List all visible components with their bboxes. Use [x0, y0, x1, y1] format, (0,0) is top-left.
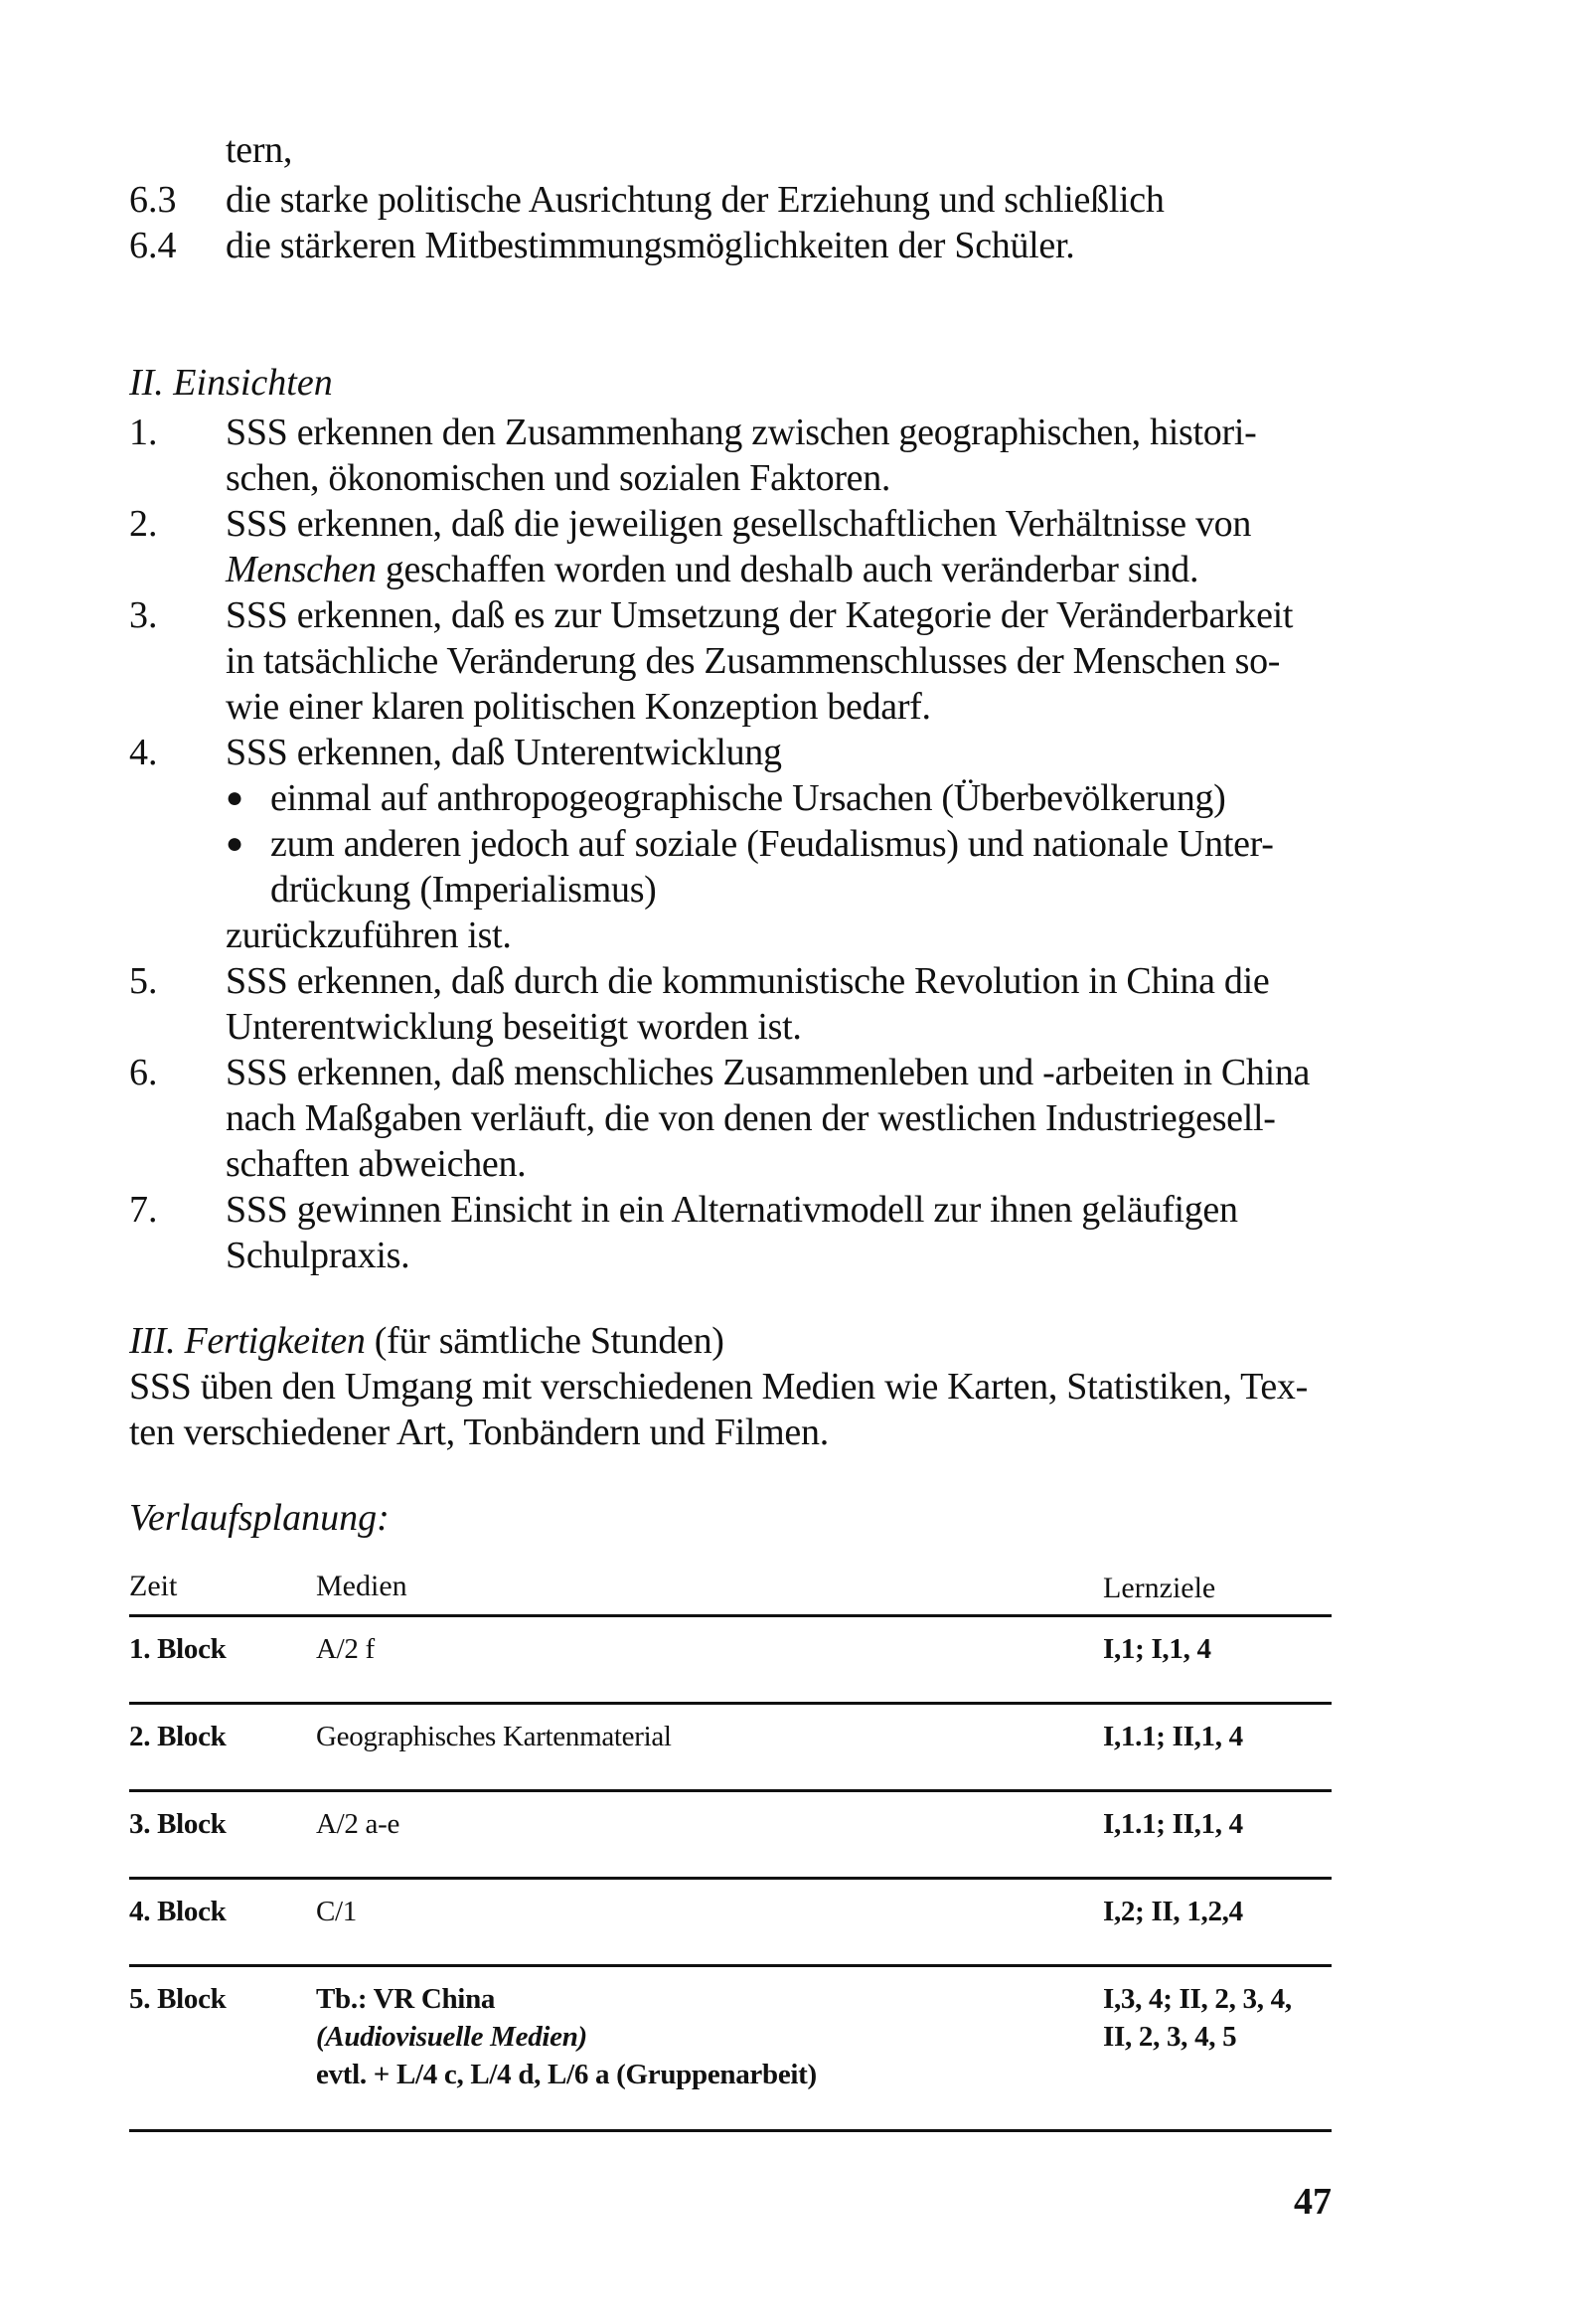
item-text: SSS erkennen den Zusammenhang zwischen geographischen, histori-: [226, 412, 1257, 453]
cell-medien: C/1: [316, 1896, 357, 1927]
bullet-text: drückung (Imperialismus): [270, 869, 657, 911]
table-rule: [129, 2129, 1332, 2132]
table-rule: [129, 1789, 1332, 1792]
cell-lernziele: I,2; II, 1,2,4: [1103, 1896, 1243, 1927]
item-text-rest: geschaffen worden und deshalb auch veränderbar sind.: [376, 549, 1199, 590]
cell-zeit: 2. Block: [129, 1721, 227, 1752]
cell-medien: A/2 a-e: [316, 1808, 400, 1840]
item-text: [226, 547, 1198, 592]
item-text: in tatsächliche Veränderung des Zusammenschlusses der Menschen so-: [226, 640, 1281, 682]
page-number: 47: [1294, 2181, 1332, 2223]
item-text: SSS erkennen, daß menschliches Zusammenleben und -arbeiten in China: [226, 1052, 1311, 1093]
item-text: SSS gewinnen Einsicht in ein Alternativmodell zur ihnen geläufigen: [226, 1189, 1238, 1231]
table-rule: [129, 1877, 1332, 1880]
item-number: 1.: [129, 412, 158, 453]
table-rule: [129, 1702, 1332, 1705]
item-text: Schulpraxis.: [226, 1235, 410, 1276]
item-number: 6.3: [129, 179, 177, 221]
item-text: nach Maßgaben verläuft, die von denen der westlichen Industriegesell-: [226, 1097, 1276, 1139]
cell-medien: Tb.: VR China: [316, 1983, 496, 2015]
cell-medien: Geographisches Kartenmaterial: [316, 1721, 672, 1752]
column-header-zeit: Zeit: [129, 1570, 178, 1602]
table-rule: [129, 1614, 1332, 1617]
cell-lernziele: I,1.1; II,1, 4: [1103, 1808, 1243, 1840]
item-number: 2.: [129, 503, 158, 545]
cell-medien: A/2 f: [316, 1633, 375, 1665]
cell-zeit: 4. Block: [129, 1896, 227, 1927]
paragraph-text: ten verschiedener Art, Tonbändern und Filmen.: [129, 1411, 829, 1453]
cell-medien: evtl. + L/4 c, L/4 d, L/6 a (Gruppenarbeit): [316, 2059, 817, 2090]
section-heading-label: III. Fertigkeiten: [129, 1320, 366, 1362]
bullet-icon: ●: [226, 781, 244, 814]
continued-line: tern,: [226, 129, 293, 171]
cell-lernziele: II, 2, 3, 4, 5: [1103, 2021, 1237, 2053]
item-text: SSS erkennen, daß durch die kommunistische Revolution in China die: [226, 960, 1270, 1002]
bullet-icon: ●: [226, 827, 244, 860]
cell-zeit: 1. Block: [129, 1633, 227, 1665]
emphasis-text: Menschen: [226, 549, 377, 590]
bullet-text: einmal auf anthropogeographische Ursachen (Überbevölkerung): [270, 777, 1226, 819]
section-heading-suffix: (für sämtliche Stunden): [365, 1320, 724, 1362]
item-text: die stärkeren Mitbestimmungsmöglichkeiten der Schüler.: [226, 225, 1075, 266]
item-number: 7.: [129, 1189, 158, 1231]
cell-lernziele: I,1; I,1, 4: [1103, 1633, 1211, 1665]
item-text: SSS erkennen, daß die jeweiligen gesellschaftlichen Verhältnisse von: [226, 503, 1252, 545]
table-rule: [129, 1964, 1332, 1967]
item-text: zurückzuführen ist.: [226, 914, 512, 956]
bullet-text: zum anderen jedoch auf soziale (Feudalismus) und nationale Unter-: [270, 823, 1274, 865]
item-text: wie einer klaren politischen Konzeption bedarf.: [226, 686, 931, 728]
cell-zeit: 5. Block: [129, 1983, 227, 2015]
cell-lernziele: I,1.1; II,1, 4: [1103, 1721, 1243, 1752]
item-number: 3.: [129, 594, 158, 636]
item-number: 6.: [129, 1052, 158, 1093]
item-number: 4.: [129, 732, 158, 773]
section-heading-fertigkeiten: [129, 1318, 724, 1364]
item-text: SSS erkennen, daß Unterentwicklung: [226, 732, 782, 773]
item-text: die starke politische Ausrichtung der Erziehung und schließlich: [226, 179, 1165, 221]
column-header-lernziele: Lernziele: [1103, 1572, 1216, 1604]
item-text: schaften abweichen.: [226, 1143, 527, 1185]
cell-lernziele: I,3, 4; II, 2, 3, 4,: [1103, 1983, 1292, 2015]
paragraph-text: SSS üben den Umgang mit verschiedenen Medien wie Karten, Statistiken, Tex-: [129, 1366, 1308, 1408]
item-number: 5.: [129, 960, 158, 1002]
item-text: SSS erkennen, daß es zur Umsetzung der Kategorie der Veränderbarkeit: [226, 594, 1294, 636]
section-heading-einsichten: II. Einsichten: [129, 362, 333, 404]
item-number: 6.4: [129, 225, 177, 266]
cell-medien: (Audiovisuelle Medien): [316, 2021, 587, 2053]
column-header-medien: Medien: [316, 1570, 407, 1602]
item-text: schen, ökonomischen und sozialen Faktoren.: [226, 457, 891, 499]
plan-heading: Verlaufsplanung:: [129, 1497, 390, 1539]
item-text: Unterentwicklung beseitigt worden ist.: [226, 1006, 802, 1048]
cell-zeit: 3. Block: [129, 1808, 227, 1840]
